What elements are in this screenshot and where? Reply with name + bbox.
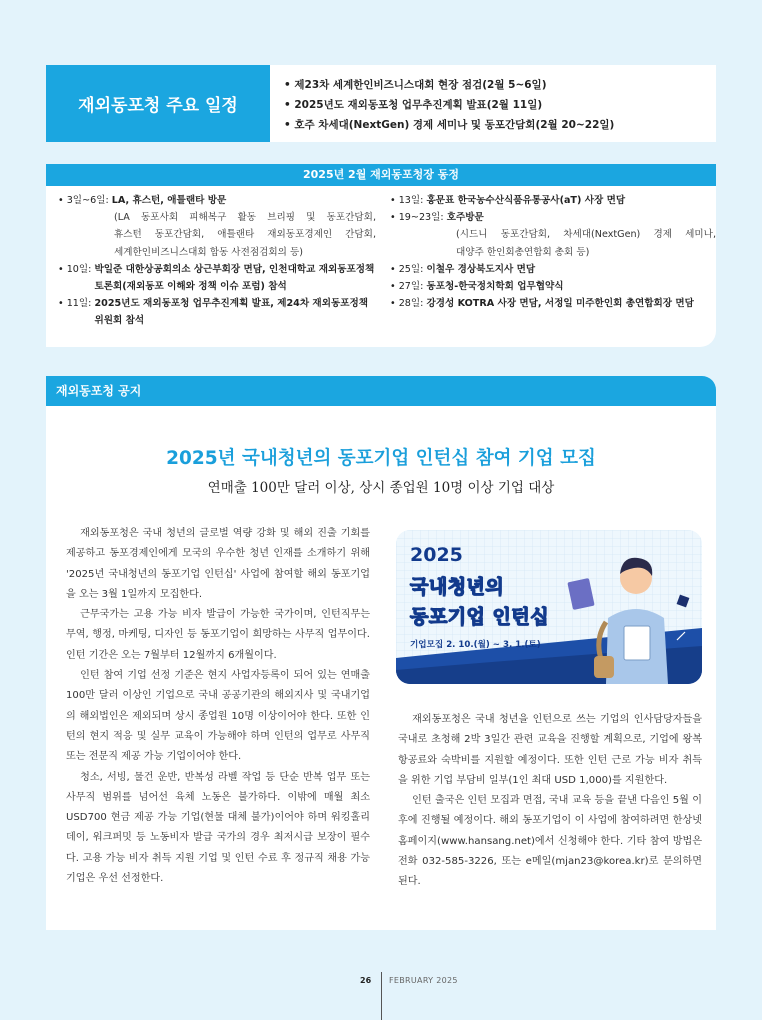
article-paragraph: 근무국가는 고용 가능 비자 발급이 가능한 국가이며, 인턴직무는 무역, 행정, 마케팅, 디자인 등 동포기업이 희망하는 사무직 업무이다. 인턴 기간은 오는 7월부터 12월까지 6개월이다. bbox=[66, 609, 370, 661]
activity-date: • 28일: bbox=[390, 298, 424, 310]
schedule-item: • 2025년도 재외동포청 업무추진계획 발표(2월 11일) bbox=[284, 99, 543, 111]
notice-section-header: 재외동포청 공지 bbox=[46, 376, 716, 406]
activity-item bbox=[58, 192, 376, 209]
activity-item bbox=[390, 192, 716, 209]
article-subtitle: 연매출 100만 달러 이상, 상시 종업원 10명 이상 기업 대상 bbox=[207, 480, 555, 496]
activity-date: • 25일: bbox=[390, 263, 424, 275]
banner-year: 2025 bbox=[410, 544, 463, 566]
schedule-title: 재외동포청 주요 일정 bbox=[46, 65, 270, 142]
activity-date: • 19~23일: bbox=[390, 212, 444, 224]
activity-item bbox=[390, 278, 716, 295]
activity-title: 동포청-한국정치학회 업무협약식 bbox=[426, 281, 564, 293]
activity-date: • 10일: bbox=[58, 263, 92, 275]
activity-detail: (시드니 동포간담회, 차세대(NextGen) 경제 세미나, bbox=[456, 229, 716, 241]
article-paragraph: 청소, 서빙, 물건 운반, 반복성 라벨 작업 등 단순 반복 업무 또는 사무직 범위를 넘어선 육체 노동은 불가하다. 이밖에 매월 최소 USD700 현금 제공 가능 기업(현물 대체 불가)이어야 하며 워킹홀리데이, 워크퍼밋 등 노동비자 발급 국가의 경우 최저시급 보장이 필수다. 고용 가능 비자 취득 지원 기업 및 인턴 수료 후 정규직 채용 가능 기업은 우선 선정한다. bbox=[66, 771, 370, 885]
notice-article bbox=[46, 406, 716, 930]
issue-month: FEBRUARY 2025 bbox=[389, 976, 458, 985]
schedule-list bbox=[270, 65, 716, 142]
activity-date: • 3일~6일: bbox=[58, 195, 109, 206]
activity-title: LA, 휴스턴, 애틀랜타 방문 bbox=[111, 195, 227, 206]
schedule-item: • 호주 차세대(NextGen) 경제 세미나 및 동포간담회(2월 20~22일) bbox=[284, 119, 615, 131]
activity-title: 홍문표 한국농수산식품유통공사(aT) 사장 면담 bbox=[426, 195, 626, 206]
activity-detail: 대양주 한인회총연합회 총회 등) bbox=[456, 246, 590, 258]
article-paragraph: 인턴 참여 기업 선정 기준은 현지 사업자등록이 되어 있는 연매출 100만 달러 이상인 기업으로 국내 공공기관의 해외지사 및 국내기업의 해외법인은 제외되며 상시 종업원 10명 이상이어야 한다. 또한 인턴의 현지 적응 및 실무 교육이 가능해야 하며 인턴의 업무로 사무직 또는 전문직 제공 가능 기업이어야 한다. bbox=[66, 670, 370, 763]
activity-item bbox=[390, 261, 716, 278]
activity-detail: (LA 동포사회 피해복구 활동 브리핑 및 동포간담회, bbox=[114, 212, 376, 224]
activity-title: 박일준 대한상공회의소 상근부회장 면담, 인천대학교 재외동포정책 토론회(재외동포 이해와 정책 이슈 포럼) 참석 bbox=[94, 263, 375, 293]
banner-recruit-dates: 기업모집 2. 10.(월) ~ 3. 1.(토) bbox=[410, 640, 541, 650]
activity-detail: 휴스턴 동포간담회, 애틀랜타 재외동포경제인 간담회, bbox=[114, 229, 376, 241]
activity-item bbox=[390, 295, 716, 312]
article-paragraph: 재외동포청은 국내 청년의 글로벌 역량 강화 및 해외 진출 기회를 제공하고 동포경제인에게 모국의 우수한 청년 인재를 소개하기 위해 '2025년 국내청년의 동포기업 인턴십' 사업에 참여할 해외 동포기업을 오는 3월 1일까지 모집한다. bbox=[66, 528, 370, 600]
activity-item bbox=[58, 261, 376, 295]
article-paragraph: 재외동포청은 국내 청년을 인턴으로 쓰는 기업의 인사담당자들을 국내로 초청해 2박 3일간 관련 교육을 진행할 계획으로, 기업에 왕복 항공료와 숙박비를 지원할 예정이다. 또한 인턴 근로 가능 비자 취득을 위한 기업 부담비 일부(1인 최대 USD 1,000)를 지원한다. bbox=[398, 714, 702, 786]
activity-date: • 27일: bbox=[390, 281, 424, 293]
activity-item bbox=[58, 295, 376, 329]
activities-left-column bbox=[58, 192, 376, 330]
banner-title-line2: 동포기업 인턴십 bbox=[410, 606, 550, 628]
article-title: 2025년 국내청년의 동포기업 인턴십 참여 기업 모집 bbox=[166, 448, 596, 469]
article-body-right bbox=[398, 710, 702, 893]
page-number: 26 bbox=[360, 976, 372, 985]
activity-detail: 세계한인비즈니스대회 합동 사전점검회의 등) bbox=[114, 246, 303, 258]
activity-date: • 13일: bbox=[390, 195, 424, 206]
activity-date: • 11일: bbox=[58, 298, 92, 310]
article-body-left bbox=[66, 524, 370, 889]
footer-divider bbox=[381, 972, 382, 1020]
schedule-item: • 제23차 세계한인비즈니스대회 현장 점검(2월 5~6일) bbox=[284, 79, 547, 91]
internship-banner-image bbox=[396, 530, 702, 684]
activities-right-column bbox=[390, 192, 716, 330]
article-paragraph: 인턴 출국은 인턴 모집과 면접, 국내 교육 등을 끝낸 다음인 5월 이후에 진행될 예정이다. 해외 동포기업이 이 사업에 참여하려면 한상넷 홈페이지(www.hansang.net)에서 신청해야 한다. 기타 참여 방법은 전화 032-585-3226, 또는 e메일(mjan23@korea.kr)로 문의하면 된다. bbox=[398, 795, 702, 888]
activity-title: 2025년도 재외동포청 업무추진계획 발표, 제24차 재외동포정책위원회 참석 bbox=[94, 298, 369, 327]
activity-item bbox=[390, 209, 716, 226]
activity-title: 이철우 경상북도지사 면담 bbox=[426, 263, 536, 275]
commissioner-activities-box bbox=[46, 164, 716, 347]
activity-title: 호주방문 bbox=[446, 212, 484, 224]
activities-header: 2025년 2월 재외동포청장 동정 bbox=[46, 164, 716, 186]
key-schedule-box bbox=[46, 65, 716, 142]
activity-title: 강경성 KOTRA 사장 면담, 서정일 미주한인회 총연합회장 면담 bbox=[426, 298, 694, 310]
banner-title-line1: 국내청년의 bbox=[410, 576, 505, 598]
